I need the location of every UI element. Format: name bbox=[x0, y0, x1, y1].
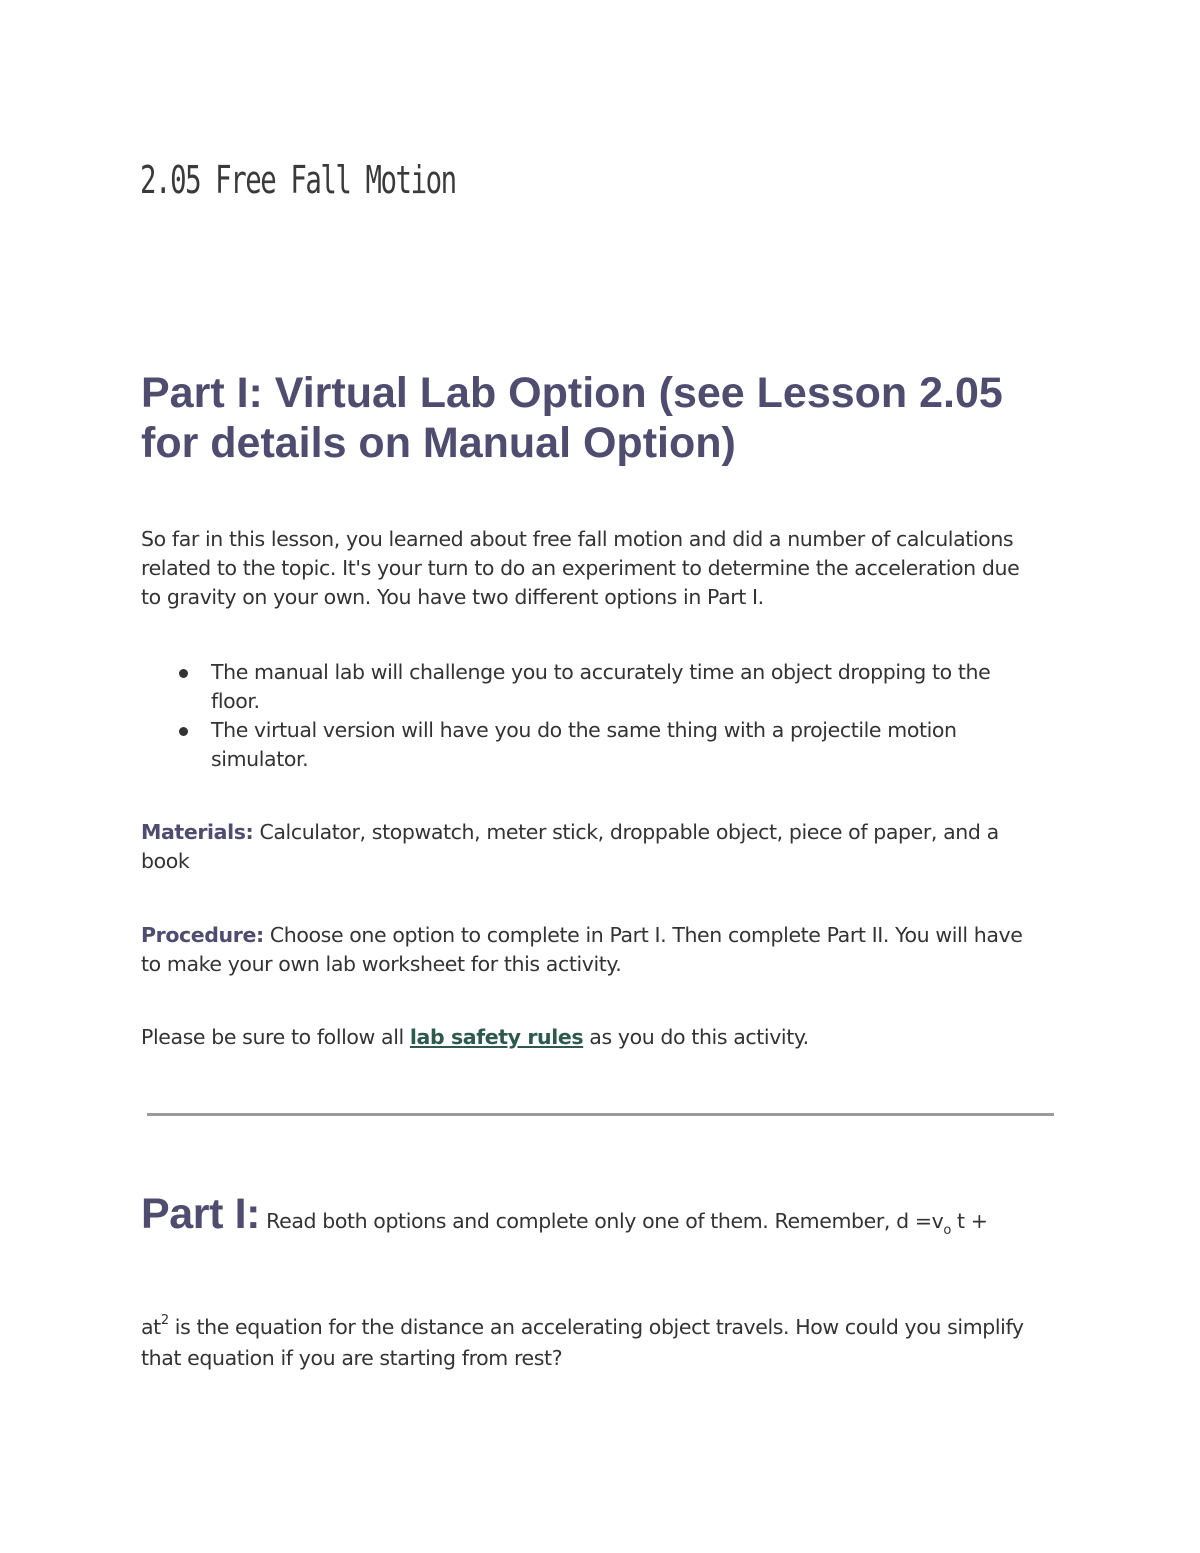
part1-text-b: t + bbox=[950, 1209, 988, 1233]
list-item-text: The virtual version will have you do the same thing with a projectile motion simulator. bbox=[211, 718, 957, 771]
procedure-paragraph bbox=[141, 921, 1041, 979]
procedure-label: Procedure: bbox=[141, 923, 264, 947]
velocity-subscript: o bbox=[943, 1223, 951, 1238]
equation-paragraph bbox=[141, 1305, 1041, 1374]
safety-text-after: as you do this activity. bbox=[583, 1025, 809, 1049]
equation-text-d: is the equation for the distance an accelerating object travels. How could you simplify that equation if you are starting from rest? bbox=[141, 1315, 1024, 1370]
document-title: 2.05 Free Fall Motion bbox=[140, 158, 456, 202]
intro-paragraph: So far in this lesson, you learned about free fall motion and did a number of calculations related to the topic. It's your turn to do an experiment to determine the acceleration due to gravity on your own. You have two different options in Part I. bbox=[141, 527, 1020, 609]
part1-intro bbox=[141, 1190, 1101, 1245]
part1-heading: Part I: bbox=[141, 1190, 261, 1238]
materials-text: Calculator, stopwatch, meter stick, droppable object, piece of paper, and a book bbox=[141, 820, 999, 873]
squared-superscript: 2 bbox=[160, 1313, 169, 1328]
section-heading: Part I: Virtual Lab Option (see Lesson 2.05 for details on Manual Option) bbox=[141, 369, 1003, 467]
materials-label: Materials: bbox=[141, 820, 254, 844]
list-item-text: The manual lab will challenge you to accurately time an object dropping to the floor. bbox=[211, 660, 991, 713]
procedure-text: Choose one option to complete in Part I. Then complete Part II. You will have to make your own lab worksheet for this activity. bbox=[141, 923, 1023, 976]
bullet-icon bbox=[179, 727, 188, 736]
equation-text-c: at bbox=[141, 1315, 161, 1339]
safety-paragraph bbox=[141, 1023, 1041, 1052]
safety-text-before: Please be sure to follow all bbox=[141, 1025, 410, 1049]
lab-safety-rules-link[interactable]: lab safety rules bbox=[409, 1025, 584, 1049]
bullet-icon bbox=[179, 669, 188, 678]
options-list bbox=[141, 658, 1041, 774]
materials-paragraph bbox=[141, 818, 1051, 876]
part1-text-a: Read both options and complete only one of them. Remember, d =v bbox=[260, 1209, 944, 1233]
list-item bbox=[141, 658, 1041, 716]
list-item bbox=[141, 716, 1041, 774]
horizontal-divider bbox=[147, 1113, 1054, 1116]
